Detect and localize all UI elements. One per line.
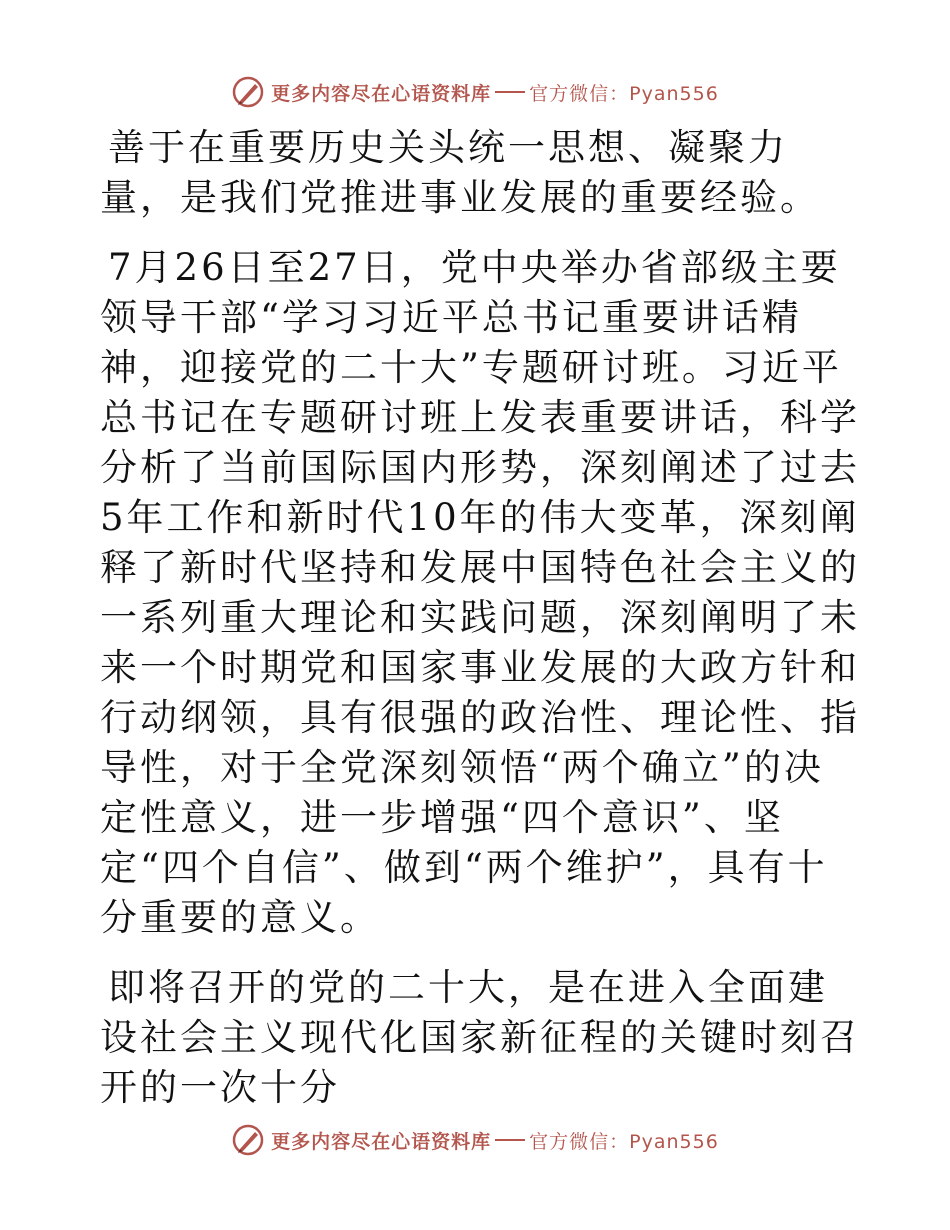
quill-pen-icon: [231, 1123, 265, 1157]
header-wechat-text: 官方微信：Pyan556: [529, 82, 719, 105]
footer-brand-text: 更多内容尽在心语资料库: [271, 1130, 492, 1153]
footer-wechat-text: 官方微信：Pyan556: [529, 1130, 719, 1153]
quill-pen-icon: [231, 75, 265, 109]
paragraph-1: 善于在重要历史关头统一思想、凝聚力量，是我们党推进事业发展的重要经验。: [100, 126, 820, 219]
header-brand-text: 更多内容尽在心语资料库: [271, 82, 492, 105]
paragraph-3: 即将召开的党的二十大，是在进入全面建设社会主义现代化国家新征程的关键时刻召开的一次十分: [100, 966, 860, 1109]
footer-watermark: [0, 1120, 950, 1160]
header-watermark: [0, 72, 950, 112]
paragraph-2: 7月26日至27日，党中央举办省部级主要领导干部“学习习近平总书记重要讲话精神，迎接党的二十大”专题研讨班。习近平总书记在专题研讨班上发表重要讲话，科学分析了当前国际国内形势，深刻阐述了过去5年工作和新时代10年的伟大变革，深刻阐释了新时代坚持和发展中国特色社会主义的一系列重大理论和实践问题，深刻阐明了未来一个时期党和国家事业发展的大政方针和行动纲领，具有很强的政治性、理论性、指导性，对于全党深刻领悟“两个确立”的决定性意义，进一步增强“四个意识”、坚定“四个自信”、做到“两个维护”，具有十分重要的意义。: [100, 246, 860, 939]
document-body: [100, 123, 860, 1133]
header-dash: [495, 91, 525, 93]
footer-dash: [495, 1139, 525, 1141]
